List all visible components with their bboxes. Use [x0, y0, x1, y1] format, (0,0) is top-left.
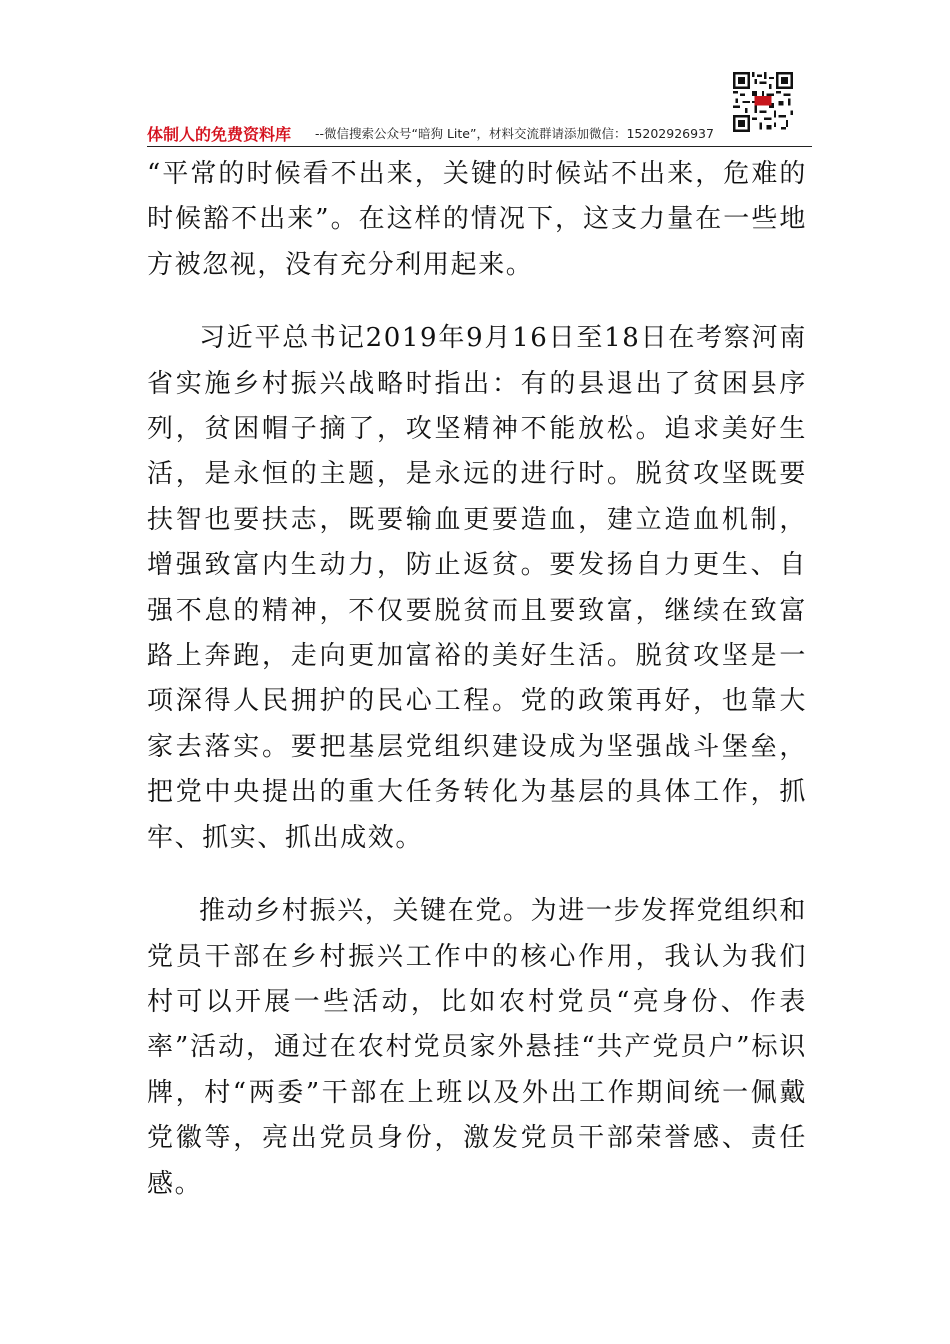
- paragraph-1: “平常的时候看不出来，关键的时候站不出来，危难的时候豁不出来”。在这样的情况下，这支力量在一些地方被忽视，没有充分利用起来。: [147, 159, 807, 280]
- page-header: [147, 118, 812, 147]
- header-brand: 体制人的免费资料库: [147, 125, 292, 144]
- paragraph-2: 习近平总书记2019年9月16日至18日在考察河南省实施乡村振兴战略时指出：有的县退出了贫困县序列，贫困帽子摘了，攻坚精神不能放松。追求美好生活，是永恒的主题，是永远的进行时。脱贫攻坚既要扶智也要扶志，既要输血更要造血，建立造血机制，增强致富内生动力，防止返贫。要发扬自力更生、自强不息的精神，不仅要脱贫而且要致富，继续在致富路上奔跑，走向更加富裕的美好生活。脱贫攻坚是一项深得人民拥护的民心工程。党的政策再好，也靠大家去落实。要把基层党组织建设成为坚强战斗堡垒，把党中央提出的重大任务转化为基层的具体工作，抓牢、抓实、抓出成效。: [147, 323, 807, 853]
- document-body: [147, 152, 807, 1207]
- paragraph-3: 推动乡村振兴，关键在党。为进一步发挥党组织和党员干部在乡村振兴工作中的核心作用，我认为我们村可以开展一些活动，比如农村党员“亮身份、作表率”活动，通过在农村党员家外悬挂“共产党员户”标识牌，村“两委”干部在上班以及外出工作期间统一佩戴党徽等，亮出党员身份，激发党员干部荣誉感、责任感。: [147, 896, 807, 1199]
- header-note: --微信搜索公众号“暗狗 Lite”，材料交流群请添加微信：15202926937: [315, 126, 714, 141]
